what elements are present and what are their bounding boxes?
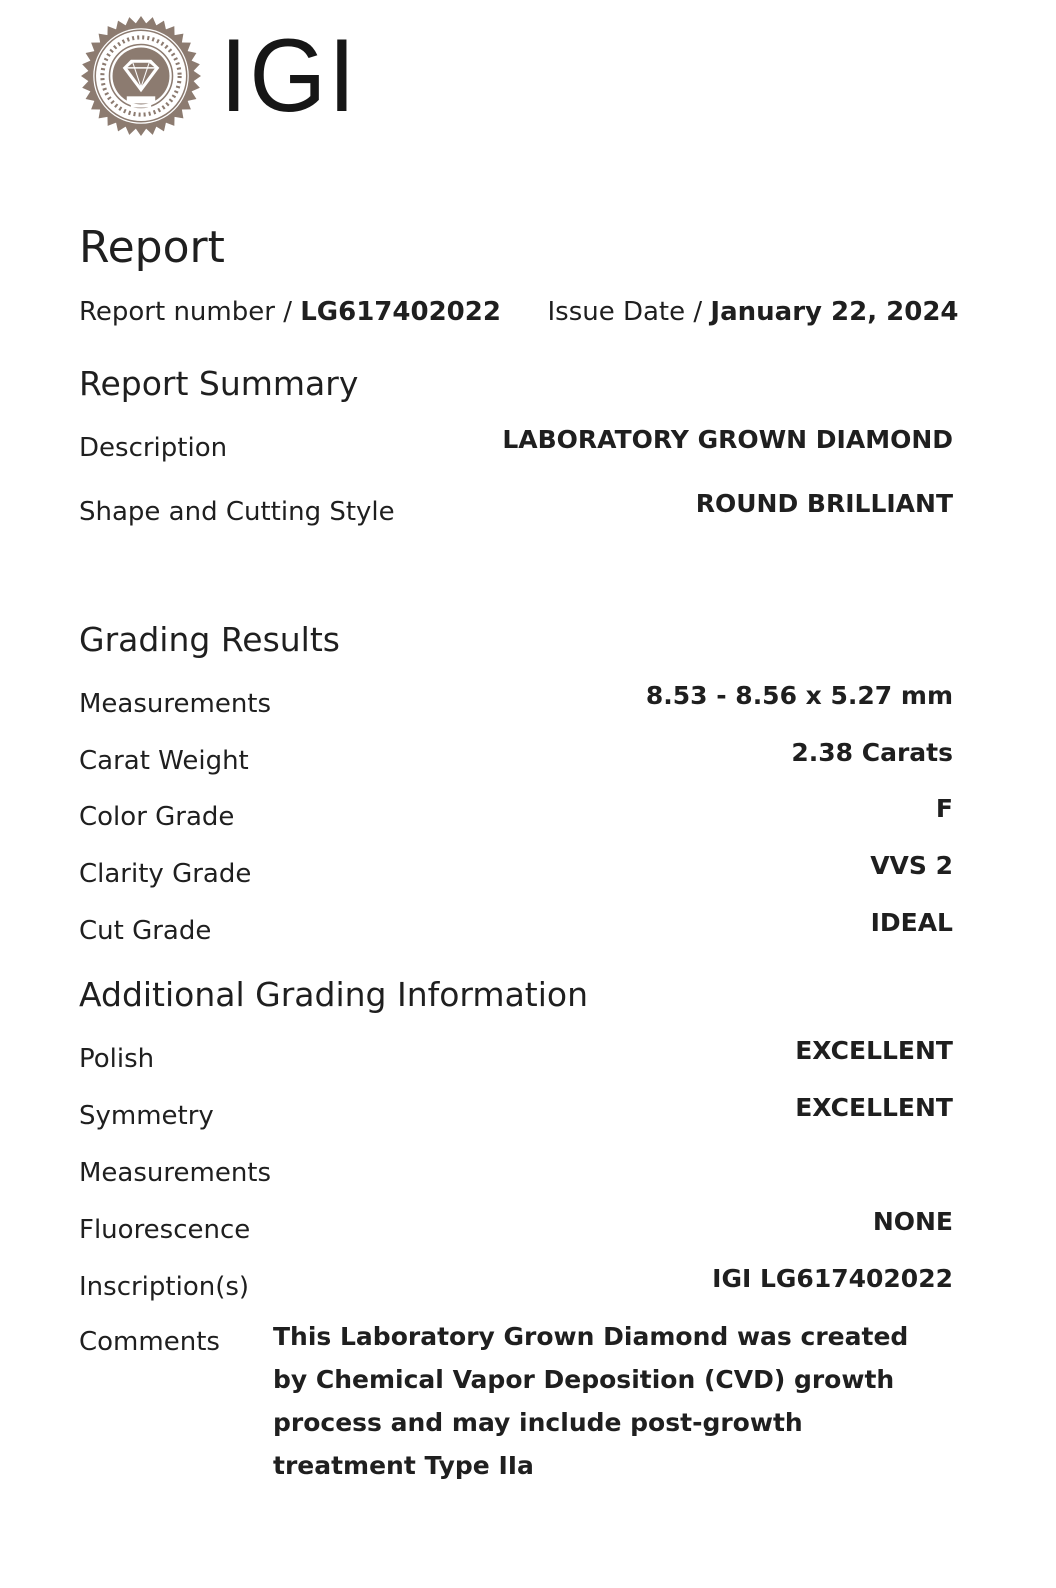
igi-seal-icon (80, 15, 202, 137)
row-label: Symmetry (79, 1101, 214, 1131)
row-value: IDEAL (870, 908, 953, 937)
row-label: Measurements (79, 689, 272, 719)
row-value: VVS 2 (870, 851, 953, 880)
row-label: Cut Grade (79, 916, 212, 946)
summary-row-description (79, 424, 953, 464)
row-label: Carat Weight (79, 746, 249, 776)
row-value: 2.38 Carats (791, 738, 953, 767)
brand-logo-text: IGI (220, 18, 358, 134)
row-value: ROUND BRILLIANT (695, 489, 953, 518)
summary-row-shape (79, 488, 953, 528)
issue-date-value: January 22, 2024 (710, 297, 959, 327)
row-value: EXCELLENT (795, 1036, 953, 1065)
row-label: Polish (79, 1044, 155, 1074)
grading-row-color-grade (79, 793, 953, 833)
additional-row-measurements (79, 1149, 953, 1189)
row-label: Color Grade (79, 802, 235, 832)
grading-row-measurements (79, 680, 953, 720)
additional-row-fluorescence (79, 1206, 953, 1246)
row-value: IGI LG617402022 (712, 1264, 953, 1293)
comments-text: This Laboratory Grown Diamond was created by Chemical Vapor Deposition (CVD) growth process and may include post-growth treatment Type IIa (273, 1322, 909, 1480)
report-number-label: Report number / (79, 297, 292, 327)
grading-row-carat-weight (79, 737, 953, 777)
additional-row-symmetry (79, 1092, 953, 1132)
grading-row-cut-grade (79, 907, 953, 947)
report-number-value: LG617402022 (300, 297, 501, 327)
header (80, 14, 365, 138)
page-title: Report (79, 222, 225, 273)
row-label: Fluorescence (79, 1215, 251, 1245)
row-value: NONE (872, 1207, 953, 1236)
row-label: Description (79, 433, 228, 463)
row-label: Shape and Cutting Style (79, 497, 395, 527)
row-value: LABORATORY GROWN DIAMOND (502, 425, 953, 454)
report-number-line (79, 294, 959, 330)
row-value: 8.53 - 8.56 x 5.27 mm (645, 681, 953, 710)
section-title-additional-grading: Additional Grading Information (79, 975, 589, 1014)
row-value: EXCELLENT (795, 1093, 953, 1122)
row-label: Clarity Grade (79, 859, 252, 889)
row-value: F (935, 794, 953, 823)
grading-row-clarity-grade (79, 850, 953, 890)
section-title-grading-results: Grading Results (79, 620, 340, 659)
comments-label: Comments (79, 1327, 220, 1357)
additional-row-inscriptions (79, 1263, 953, 1303)
row-label: Inscription(s) (79, 1272, 250, 1302)
issue-date-label: Issue Date / (547, 297, 703, 327)
additional-row-polish (79, 1035, 953, 1075)
section-title-report-summary: Report Summary (79, 364, 359, 403)
row-label: Measurements (79, 1158, 272, 1188)
